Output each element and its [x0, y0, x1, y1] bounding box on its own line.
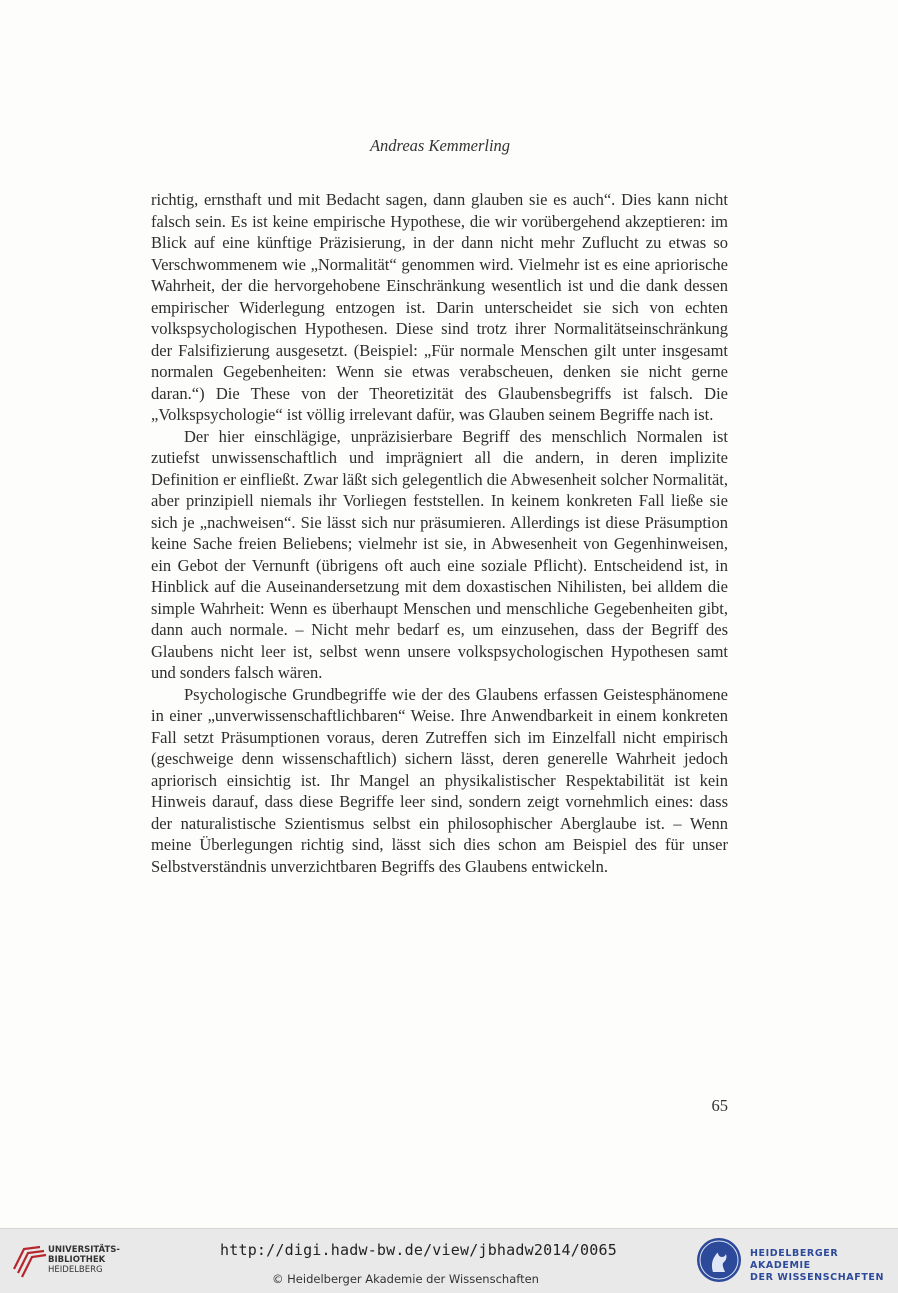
academy-seal-icon	[695, 1236, 743, 1284]
paragraph-3: Psychologische Grundbegriffe wie der des Glaubens erfassen Geistesphänomene in einer „unverwissenschaftlichbaren“ Weise. Ihre Anwendbarkeit in einem konkreten Fall setzt Präsumptionen voraus, deren Zutreffen sich im Einzelfall nicht empirisch (geschweige denn wissenschaftlich) sichern lässt, deren generelle Wahrheit jedoch apriorisch einsichtig ist. Ihr Mangel an physikalistischer Respektabilität ist kein Hinweis darauf, dass diese Begriffe leer sind, sondern zeigt vornehmlich eines: dass der naturalistische Szientismus selbst ein philosophischer Aberglaube ist. – Wenn meine Überlegungen richtig sind, lässt sich dies schon am Beispiel des für unser Selbstverständnis unverzichtbaren Begriffs des Glaubens entwickeln.	[151, 684, 728, 876]
paragraph-2: Der hier einschlägige, unpräzisierbare Begriff des menschlich Normalen ist zutiefst unwissenschaftlich und imprägniert all die andern, in deren implizite Definition er einfließt. Zwar läßt sich gelegentlich die Abwesenheit solcher Normalität, aber prinzipiell niemals ihr Vorliegen feststellen. In keinem konkreten Fall ließe sie sich je „nachweisen“. Sie lässt sich nur präsumieren. Allerdings ist diese Präsumption keine Sache freien Beliebens; vielmehr ist sie, in Abwesenheit von Gegenhinweisen, ein Gebot der Vernunft (übrigens oft auch eine soziale Pflicht). Entscheidend ist, in Hinblick auf die Auseinandersetzung mit dem doxastischen Nihilisten, bei alldem die simple Wahrheit: Wenn es überhaupt Menschen und menschliche Gegebenheiten gibt, dann auch normale. – Nicht mehr bedarf es, um einzusehen, dass der Begriff des Glaubens nicht leer ist, selbst wenn unsere volkspsychologischen Hypothesen samt und sonders falsch wären.	[151, 426, 728, 682]
page-number: 65	[711, 1096, 728, 1115]
running-header-author: Andreas Kemmerling	[369, 136, 511, 155]
body-text	[151, 189, 728, 877]
footer-bar	[0, 1228, 898, 1293]
permalink-url[interactable]: http://digi.hadw-bw.de/view/jbhadw2014/0065	[220, 1241, 617, 1259]
academy-wordmark: HEIDELBERGER AKADEMIE DER WISSENSCHAFTEN	[750, 1248, 885, 1283]
university-library-wordmark: UNIVERSITÄTS- BIBLIOTHEK HEIDELBERG	[48, 1245, 120, 1275]
university-library-logo-icon	[10, 1239, 50, 1279]
copyright-notice: © Heidelberger Akademie der Wissenschaften	[272, 1272, 539, 1286]
paragraph-1: richtig, ernsthaft und mit Bedacht sagen, dann glauben sie es auch“. Dies kann nicht falsch sein. Es ist keine empirische Hypothese, die wir vorübergehend akzeptieren: im Blick auf eine künftige Präzisierung, in der dann nicht mehr Zuflucht zu etwas so Verschwommenem wie „Normalität“ genommen wird. Vielmehr ist es eine apriorische Wahrheit, der die hervorgehobene Einschränkung wesentlich ist und die dank dessen empirischer Widerlegung entzogen ist. Darin unterscheidet sie sich von echten volkspsychologischen Hypothesen. Diese sind trotz ihrer Normalitätseinschränkung der Falsifizierung ausgesetzt. (Beispiel: „Für normale Menschen gilt unter insgesamt normalen Gegebenheiten: Wenn sie etwas verabscheuen, denken sie nicht gerne daran.“) Die These von der Theoretizität des Glaubensbegriffs ist falsch. Die „Volkspsychologie“ ist völlig irrelevant dafür, was Glauben seinem Begriffe nach ist.	[151, 190, 728, 424]
